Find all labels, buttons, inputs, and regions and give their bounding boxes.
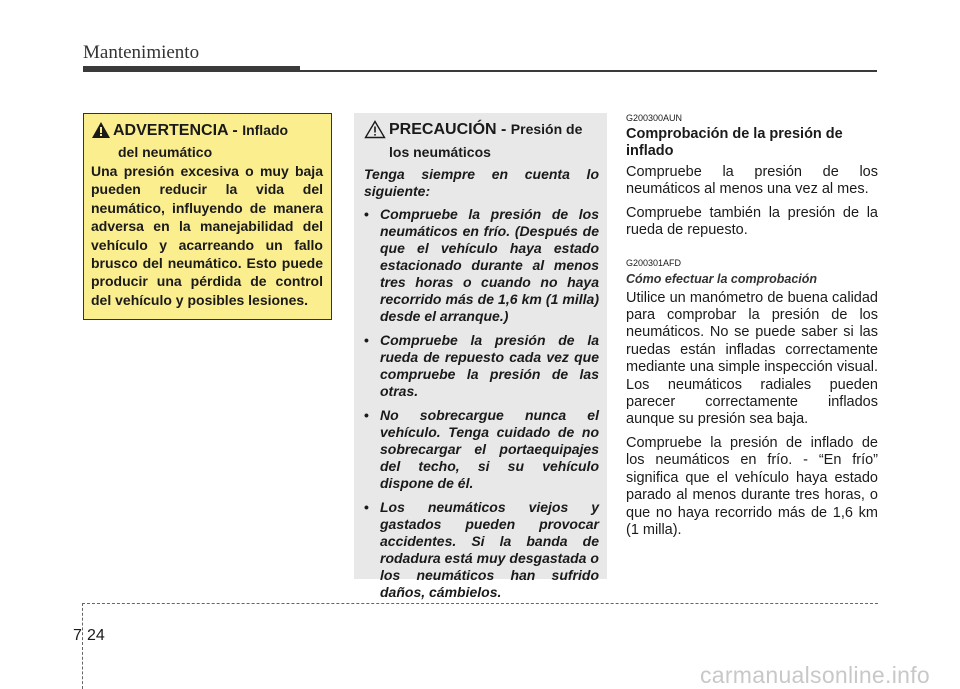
warning-title-main: ADVERTENCIA - <box>113 122 238 139</box>
caution-item: • Los neumáticos viejos y gastados pueden provocar accidentes. Si la banda de rodadura está muy desgastada o los neumáticos han sufrido daños, cámbielos. <box>364 499 599 601</box>
chapter-number: 7 <box>73 627 82 644</box>
caution-subtitle: los neumáticos <box>389 144 491 160</box>
caution-list <box>364 206 599 601</box>
warning-triangle-icon <box>91 121 113 144</box>
watermark: carmanualsonline.info <box>699 662 930 688</box>
warning-body: Una presión excesiva o muy baja pueden reducir la vida del neumático, influyendo de manera adversa en la manejabilidad del vehículo y acarreando un fallo brusco del neumático. Esto puede producir una pérdida de control del vehículo y posibles lesiones. <box>91 163 323 308</box>
caution-item: • Compruebe la presión de los neumáticos en frío. (Después de que el vehículo haya estado estacionado durante al menos tres horas o cuando no haya recorrido más de 1,6 km (1 milla) desde el arranque.) <box>364 206 599 325</box>
paragraph: Compruebe también la presión de la rueda de repuesto. <box>626 204 878 239</box>
header-rule-thick <box>83 66 300 72</box>
section-code: G200300AUN <box>626 113 683 123</box>
warning-header <box>91 122 323 144</box>
caution-title-small: Presión de <box>510 121 583 137</box>
caution-intro: Tenga siempre en cuenta lo siguiente: <box>364 166 599 199</box>
page-number-value: 24 <box>87 627 105 644</box>
section-title: Comprobación de la presión de inflado <box>626 126 843 159</box>
caution-item: • No sobrecargue nunca el vehículo. Tenga cuidado de no sobrecargar el portaequipajes del techo, si su vehículo dispone de él. <box>364 407 599 492</box>
page-header-title: Mantenimiento <box>83 42 200 63</box>
caution-header <box>364 121 599 144</box>
paragraph: Utilice un manómetro de buena calidad para comprobar la presión de los neumáticos. No se puede saber si las ruedas están infladas correctamente mediante una simple inspección visual. Los neumáticos radiales pueden parecer correctamente inflados aunque su presión sea baja. <box>626 289 878 428</box>
warning-subtitle: del neumático <box>118 144 213 160</box>
warning-title <box>113 122 288 139</box>
caution-title-main: PRECAUCIÓN - <box>389 121 507 138</box>
paragraph: Compruebe la presión de los neumáticos al menos una vez al mes. <box>626 164 878 198</box>
subsection-code: G200301AFD <box>626 257 682 268</box>
subsection-title: Cómo efectuar la comprobación <box>626 271 818 286</box>
caution-item: • Compruebe la presión de la rueda de repuesto cada vez que compruebe la presión de las otras. <box>364 332 599 400</box>
footer-divider-vertical <box>82 603 84 689</box>
footer-divider-horizontal <box>82 603 878 605</box>
paragraph: Compruebe la presión de inflado de los neumáticos en frío. - “En frío” significa que el vehículo haya estado parado al menos durante tres horas, o que no haya recorrido más de 1,6 km (1 milla). <box>626 434 878 538</box>
caution-title <box>389 121 582 138</box>
warning-title-small: Inflado <box>242 122 289 138</box>
caution-triangle-icon <box>364 120 389 144</box>
right-column <box>626 113 878 539</box>
caution-box <box>354 113 607 600</box>
header-rule-thin <box>300 70 877 72</box>
warning-box <box>83 113 332 320</box>
